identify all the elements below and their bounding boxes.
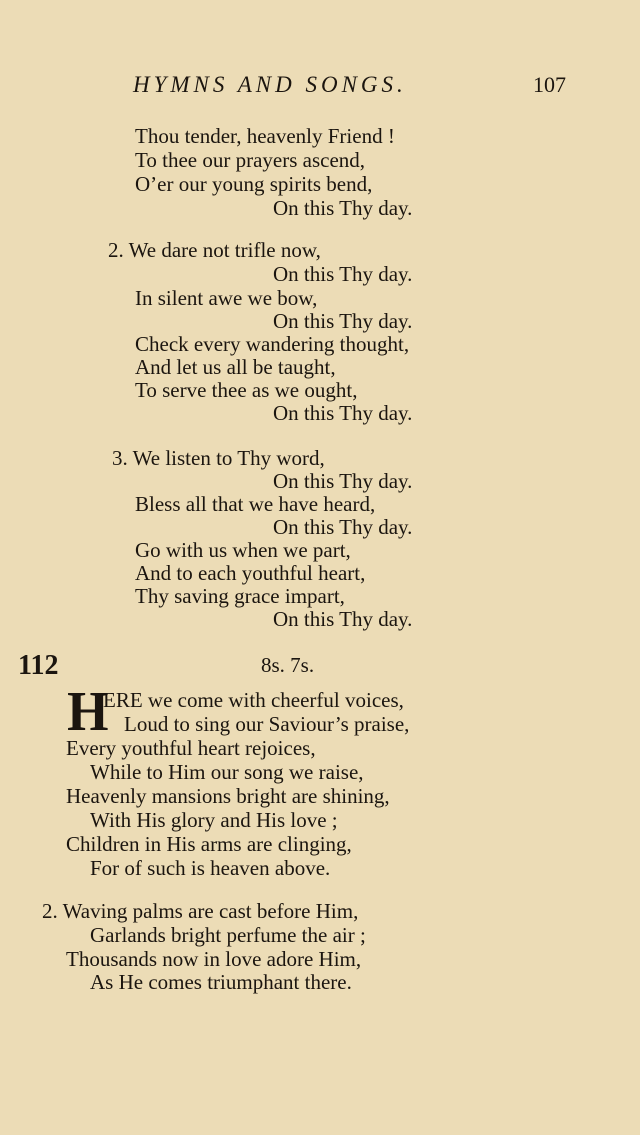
verse-line: 2. We dare not trifle now, [108,238,321,262]
verse-line: Bless all that we have heard, [135,492,376,516]
refrain-line: On this Thy day. [273,401,413,425]
verse-line: With His glory and His love ; [90,808,338,832]
running-head: HYMNS AND SONGS. [133,72,407,97]
verse-line: And to each youthful heart, [135,561,366,585]
verse-line: Every youthful heart rejoices, [66,736,316,760]
refrain-line: On this Thy day. [273,196,413,220]
verse-line: Thy saving grace impart, [135,584,345,608]
verse-line: Garlands bright perfume the air ; [90,923,366,947]
verse-line: Thousands now in love adore Him, [66,947,362,971]
verse-line: 3. We listen to Thy word, [112,446,325,470]
refrain-line: On this Thy day. [273,607,413,631]
verse-line: Loud to sing our Saviour’s praise, [124,712,410,736]
refrain-line: On this Thy day. [273,515,413,539]
refrain-line: On this Thy day. [273,469,413,493]
verse-line: While to Him our song we raise, [90,760,364,784]
page-number: 107 [533,72,566,97]
hymn-number: 112 [18,650,59,681]
verse-line: Check every wandering thought, [135,332,410,356]
verse-line: Children in His arms are clinging, [66,832,352,856]
verse-line: As He comes triumphant there. [90,970,352,994]
verse-line: For of such is heaven above. [90,856,331,880]
verse-line: O’er our young spirits bend, [135,172,373,196]
verse-line: ERE we come with cheerful voices, [103,688,404,712]
hymn-meter: 8s. 7s. [261,653,315,677]
verse-line: To serve thee as we ought, [135,378,358,402]
refrain-line: On this Thy day. [273,309,413,333]
drop-cap: H [67,681,109,743]
verse-line: And let us all be taught, [135,355,336,379]
verse-line: 2. Waving palms are cast before Him, [42,899,359,923]
verse-line: Go with us when we part, [135,538,351,562]
verse-line: In silent awe we bow, [135,286,318,310]
verse-line: Thou tender, heavenly Friend ! [135,124,395,148]
verse-line: To thee our prayers ascend, [135,148,366,172]
verse-line: Heavenly mansions bright are shining, [66,784,390,808]
refrain-line: On this Thy day. [273,262,413,286]
